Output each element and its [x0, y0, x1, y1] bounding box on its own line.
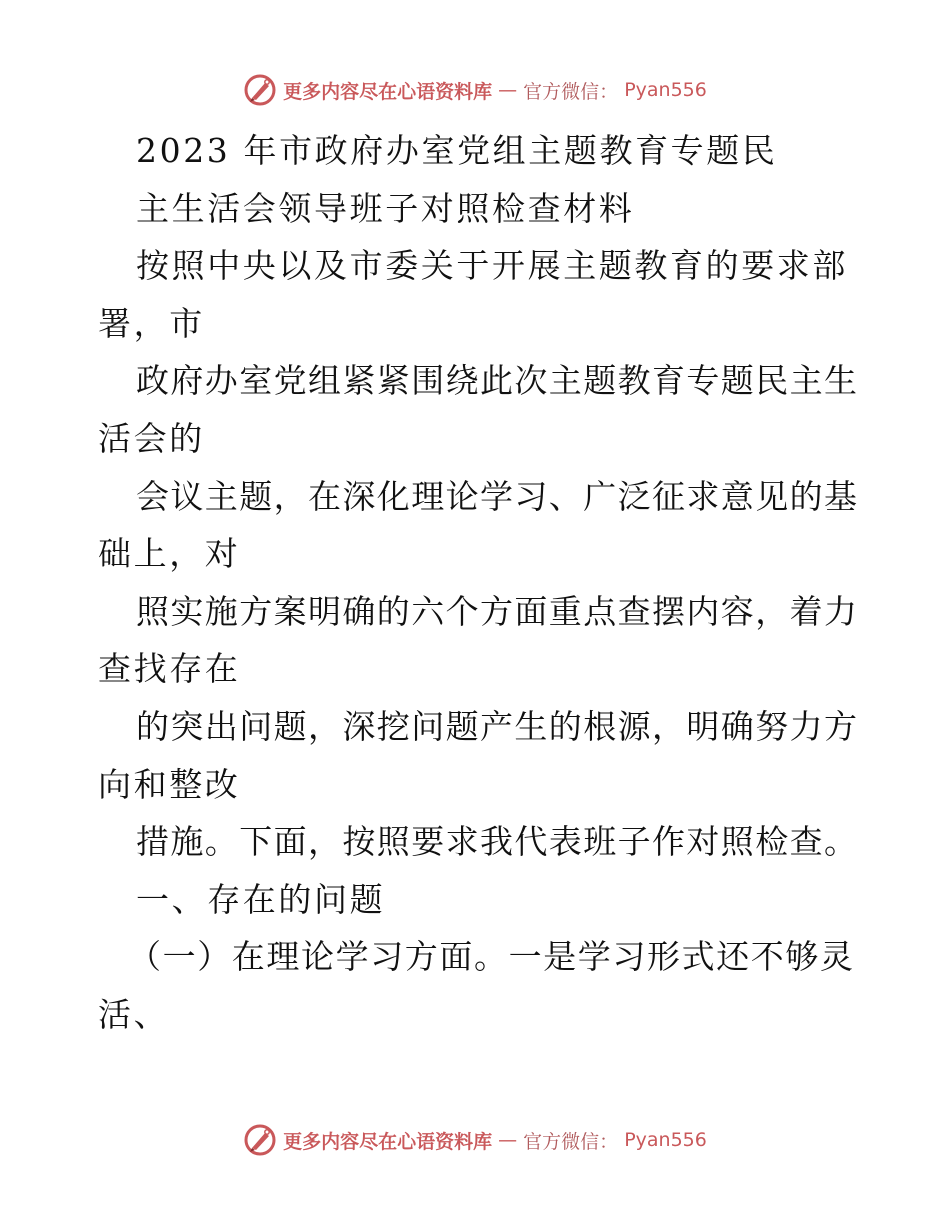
pen-in-circle-icon	[243, 73, 277, 107]
document-title-line-2: 主生活会领导班子对照检查材料	[136, 188, 635, 228]
banner-wechat-label: 官方微信：	[523, 80, 619, 103]
paragraph-line: 按照中央以及市委关于开展主题教育的要求部	[136, 246, 848, 286]
paragraph-line: 活会的	[98, 418, 205, 458]
subsection-line: （一）在理论学习方面。一是学习形式还不够灵	[128, 937, 855, 977]
header-banner	[0, 70, 950, 110]
section-heading: 一、存在的问题	[136, 879, 386, 919]
document-body	[98, 122, 858, 1044]
paragraph-line: 措施。下面，按照要求我代表班子作对照检查。	[136, 822, 858, 862]
banner-separator: —	[498, 1129, 518, 1151]
document-title-line-1: 2023 年市政府办室党组主题教育专题民	[136, 131, 778, 170]
paragraph-line: 署，市	[98, 303, 205, 343]
paragraph-line: 础上，对	[98, 534, 241, 574]
paragraph-line: 政府办室党组紧紧围绕此次主题教育专题民主生	[136, 361, 858, 401]
banner-main-text: 更多内容尽在心语资料库	[283, 1130, 493, 1153]
banner-main-text: 更多内容尽在心语资料库	[283, 80, 493, 103]
banner-wechat-id: Pyan556	[624, 79, 707, 101]
pen-in-circle-icon	[243, 1123, 277, 1157]
banner-separator: —	[498, 79, 518, 101]
paragraph-line: 会议主题，在深化理论学习、广泛征求意见的基	[136, 476, 858, 516]
paragraph-line: 活、	[98, 994, 170, 1034]
footer-banner	[0, 1120, 950, 1160]
paragraph-line: 的突出问题，深挖问题产生的根源，明确努力方	[136, 706, 858, 746]
paragraph-line: 向和整改	[98, 764, 241, 804]
paragraph-line: 查找存在	[98, 649, 241, 689]
banner-wechat-label: 官方微信：	[523, 1130, 619, 1153]
paragraph-line: 照实施方案明确的六个方面重点查摆内容，着力	[136, 591, 858, 631]
banner-wechat-id: Pyan556	[624, 1129, 707, 1151]
